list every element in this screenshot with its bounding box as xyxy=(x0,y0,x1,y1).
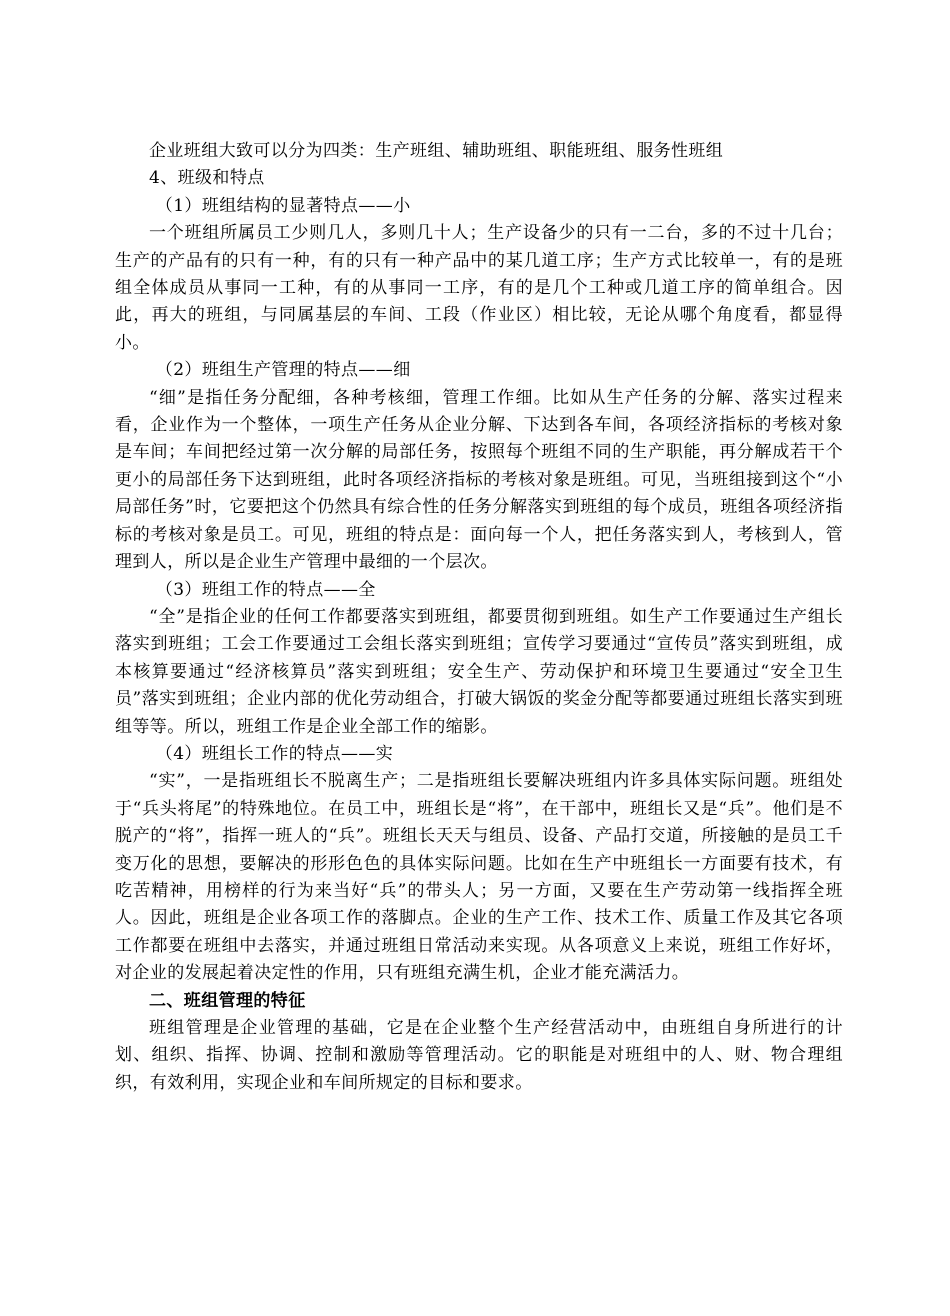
paragraph-characteristics: 班组管理是企业管理的基础，它是在企业整个生产经营活动中，由班组自身所进行的计划、组织、指挥、协调、控制和激励等管理活动。它的职能是对班组中的人、财、物合理组织，有效利用，实现企业和车间所规定的目标和要求。 xyxy=(115,1018,843,1093)
section-title-characteristics: 二、班组管理的特征 xyxy=(149,990,306,1011)
section-heading: 4、班级和特点 xyxy=(149,168,265,189)
paragraph-complete: “全”是指企业的任何工作都要落实到班组，都要贯彻到班组。如生产工作要通过生产组长落实到班组；工会工作要通过工会组长落实到班组；宣传学习要通过“宣传员”落实到班组，成本核算要通过“经济核算员”落实到班组；安全生产、劳动保护和环境卫生要通过“安全卫生员”落实到班组；企业内部的优化劳动组合，打破大锅饭的奖金分配等都要通过班组长落实到班组等等。所以，班组工作是企业全部工作的缩影。 xyxy=(115,606,843,737)
document-page xyxy=(115,138,843,1097)
paragraph-detailed: “细”是指任务分配细，各种考核细，管理工作细。比如从生产任务的分解、落实过程来看，企业作为一个整体，一项生产任务从企业分解、下达到各车间，各项经济指标的考核对象是车间；车间把经过第一次分解的局部任务，按照每个班组不同的生产职能，再分解成若干个更小的局部任务下达到班组，此时各项经济指标的考核对象是班组。可见，当班组接到这个“小局部任务”时，它要把这个仍然具有综合性的任务分解落实到班组的每个成员，班组各项经济指标的考核对象是员工。可见，班组的特点是：面向每一个人，把任务落实到人，考核到人，管理到人，所以是企业生产管理中最细的一个层次。 xyxy=(115,387,843,573)
subheading-detailed: （2）班组生产管理的特点——细 xyxy=(155,360,411,381)
paragraph-small: 一个班组所属员工少则几人，多则几十人；生产设备少的只有一二台，多的不过十几台；生产的产品有的只有一种，有的只有一种产品中的某几道工序；生产方式比较单一，有的是班组全体成员从事同一工种，有的从事同一工序，有的是几个工种或几道工序的简单组合。因此，再大的班组，与同属基层的车间、工段（作业区）相比较，无论从哪个角度看，都显得小。 xyxy=(115,223,843,353)
subheading-small: （1）班组结构的显著特点——小 xyxy=(155,195,411,216)
subheading-complete: （3）班组工作的特点——全 xyxy=(155,579,376,600)
subheading-practical: （4）班组长工作的特点——实 xyxy=(155,743,394,764)
intro-paragraph: 企业班组大致可以分为四类：生产班组、辅助班组、职能班组、服务性班组 xyxy=(149,141,724,161)
paragraph-practical: “实”，一是指班组长不脱离生产；二是指班组长要解决班组内许多具体实际问题。班组处于“兵头将尾”的特殊地位。在员工中，班组长是“将”，在干部中，班组长又是“兵”。他们是不脱产的“将”，指挥一班人的“兵”。班组长天天与组员、设备、产品打交道，所接触的是员工千变万化的思想，要解决的形形色色的具体实际问题。比如在生产中班组长一方面要有技术，有吃苦精神，用榜样的行为来当好“兵”的带头人；另一方面，又要在生产劳动第一线指挥全班人。因此，班组是企业各项工作的落脚点。企业的生产工作、技术工作、质量工作及其它各项工作都要在班组中去落实，并通过班组日常活动来实现。从各项意义上来说，班组工作好坏，对企业的发展起着决定性的作用，只有班组充满生机，企业才能充满活力。 xyxy=(115,771,843,984)
